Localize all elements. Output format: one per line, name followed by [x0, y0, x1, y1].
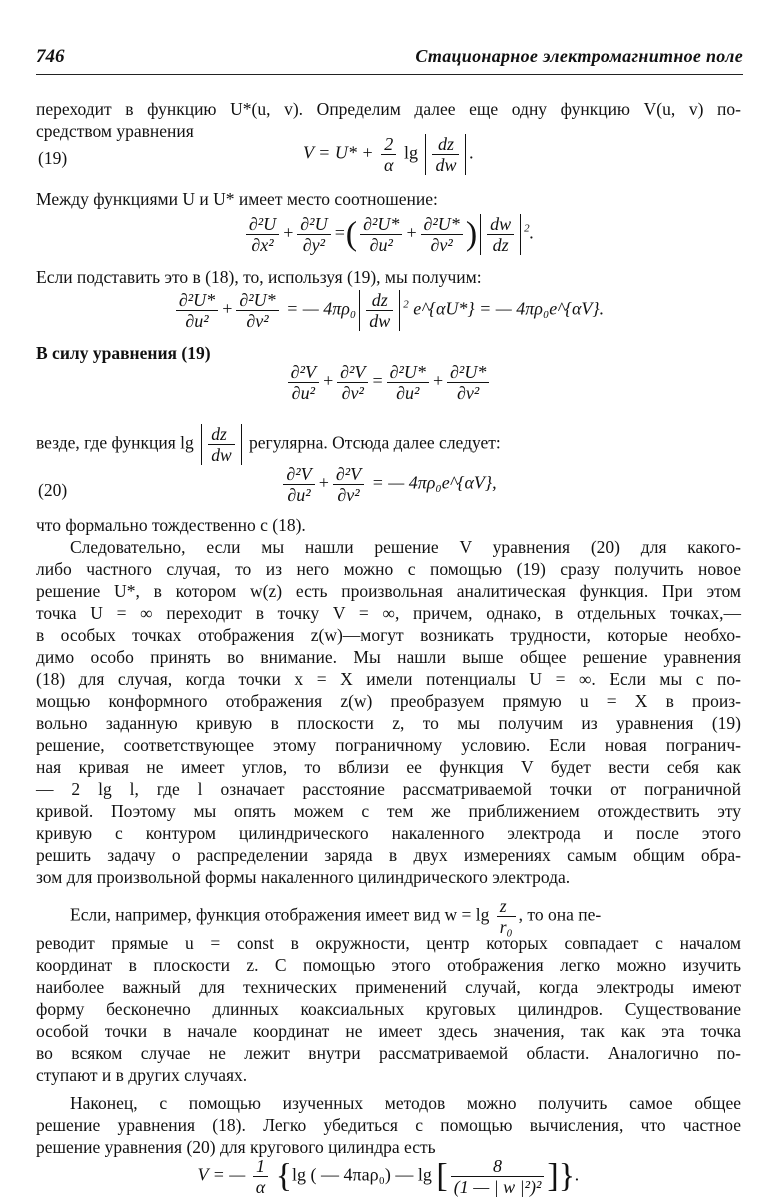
- eq19-dw: dw: [435, 155, 457, 175]
- text-line: зом для произвольной формы накаленного цилиндрического электрода.: [36, 867, 571, 887]
- eq19-den: α: [383, 155, 394, 175]
- sub-dz: dz: [366, 290, 393, 311]
- equation-label-20: (20): [38, 480, 68, 500]
- equation-final: V = — $\frac{1}{\alpha}$ {lg ( — 4πaρ₀) — lg [ $\frac{8}{\text{(1 — | w |²)²}}$ ]}.: [197, 1156, 580, 1197]
- eq19-lg: lg: [403, 142, 418, 163]
- eq19-dz: dz: [432, 134, 459, 155]
- rel-dz: dz: [492, 235, 509, 255]
- fin-mid: lg ( — 4πaρ₀) — lg: [292, 1164, 432, 1185]
- text-line: либо частного случая, то из него можно с помощью (19) сразу получить новое: [36, 559, 741, 579]
- text-line: Между функциями U и U* имеет место соотношение:: [36, 189, 438, 209]
- text-line: ная кривая не имеет углов, то вблизи ее функция V будет вести себя как: [36, 757, 741, 777]
- sub-exp: e^{αU*}: [413, 298, 475, 319]
- eq20-rhs: = — 4πρ₀e^{αV},: [371, 472, 497, 493]
- lg-dw: dw: [211, 445, 232, 465]
- text-line: решение уравнения (20) для кругового цилиндра есть: [36, 1137, 436, 1157]
- text-line: переходит в функцию U*(u, v). Определим далее еще одну функцию V(u, v) по-: [36, 99, 741, 119]
- text-line: решение, соответствующее этому пограничному условию. Если новая погранич-: [36, 735, 741, 755]
- equation-label-19: (19): [38, 148, 68, 168]
- fin-end: .: [575, 1164, 580, 1185]
- cons-b-num: ∂²V: [337, 362, 368, 383]
- fin-num2: 8: [451, 1156, 545, 1177]
- text-line: средством уравнения: [36, 121, 194, 141]
- cons-d-num: ∂²U*: [447, 362, 489, 383]
- sub-tail: = — 4πρ₀e^{αV}.: [479, 298, 605, 319]
- text-line: точка U = ∞ переходит в точку V = ∞, причем, однако, в отдельных точках,—: [36, 603, 741, 623]
- cons-a-num: ∂²V: [288, 362, 319, 383]
- running-title: Стационарное электромагнитное поле: [415, 46, 743, 66]
- eq19-lhs: V = U* +: [303, 142, 374, 163]
- cons-c-num: ∂²U*: [387, 362, 429, 383]
- text-line: вольно заданную кривую в плоскости z, то мы получим из уравнения (19): [36, 713, 741, 733]
- fin-num: 1: [253, 1156, 268, 1177]
- sub-a-den: ∂u²: [185, 311, 209, 331]
- cons-a-den: ∂u²: [291, 383, 315, 403]
- sub-b-den: ∂v²: [246, 311, 269, 331]
- p2-prefix: Если, например, функция отображения имеет вид w = lg: [70, 904, 490, 925]
- rel-c-den: ∂u²: [369, 235, 393, 255]
- rel-d-num: ∂²U*: [421, 214, 463, 235]
- text-line: Если подставить это в (18), то, используя (19), мы получим:: [36, 267, 482, 287]
- fin-lhs: V = —: [197, 1164, 246, 1185]
- fin-den2: (1 — | w |²)²: [453, 1177, 542, 1197]
- rel-d-den: ∂v²: [430, 235, 453, 255]
- page-header: [36, 44, 743, 75]
- sub-a-num: ∂²U*: [176, 290, 218, 311]
- eq20-a-num: ∂²V: [283, 464, 314, 485]
- w-num: z: [497, 896, 516, 917]
- text-lg-suffix: регулярна. Отсюда далее следует:: [249, 432, 501, 453]
- text-line: во всяком случае не лежит внутри рассматриваемой области. Аналогично по-: [36, 1043, 741, 1063]
- eq20-b-den: ∂v²: [337, 485, 360, 505]
- fin-den: α: [255, 1177, 266, 1197]
- eq20-b-num: ∂²V: [333, 464, 364, 485]
- text-line: ступают и в других случаях.: [36, 1065, 248, 1085]
- text-line: что формально тождественно с (18).: [36, 515, 306, 535]
- text-line: кривую с контуром цилиндрического накаленного электрода и после этого: [36, 823, 741, 843]
- text-line: решение U*, в котором w(z) есть произвольная аналитическая функция. При этом: [36, 581, 741, 601]
- text-line: форму бесконечно длинных коаксиальных круговых цилиндров. Существование: [36, 999, 741, 1019]
- text-line-w: [70, 896, 741, 937]
- text-line: в особых точках отображения z(w)—могут возникать трудности, которые необхо-: [36, 625, 741, 645]
- text-line: димо особо принять во внимание. Мы нашли выше общее решение уравнения: [36, 647, 741, 667]
- page-number: 746: [36, 46, 65, 67]
- text-line: Наконец, с помощью изученных методов можно получить самое общее: [70, 1093, 741, 1113]
- equation-19: V = U* + $\frac{2}{\alpha}$ lg $\frac{dz}{dw}$ .: [303, 134, 474, 175]
- rel-c-num: ∂²U*: [360, 214, 402, 235]
- text-line: решение уравнения (18). Легко убедиться с помощью вычисления, что частное: [36, 1115, 741, 1135]
- eq19-num: 2: [381, 134, 396, 155]
- text-line: особой точки в начале координат не имеет здесь значения, так как эта точка: [36, 1021, 741, 1041]
- rel-a-den: ∂x²: [251, 235, 274, 255]
- text-line: (18) для случая, когда точки x = X имели потенциалы U = ∞. Если мы с по-: [36, 669, 741, 689]
- text-line: В силу уравнения (19): [36, 343, 211, 363]
- cons-b-den: ∂v²: [341, 383, 364, 403]
- text-line: — 2 lg l, где l означает расстояние рассматриваемой точки от пограничной: [36, 779, 741, 799]
- text-line: решить задачу о распределении заряда в двух измерениях самым общим обра-: [36, 845, 741, 865]
- eq19-fraction: [381, 134, 396, 175]
- text-line: мощью конформного отображения z(w) преобразуем прямую u = X в произ-: [36, 691, 741, 711]
- p2-suffix: , то она пе-: [518, 904, 602, 925]
- eq20-a-den: ∂u²: [287, 485, 311, 505]
- text-line-lg: [36, 424, 741, 465]
- sub-b-num: ∂²U*: [236, 290, 278, 311]
- rel-b-num: ∂²U: [297, 214, 330, 235]
- text-line: реводит прямые u = const в окружности, центр которых совпадает с началом: [36, 933, 741, 953]
- text-line: Следовательно, если мы нашли решение V уравнения (20) для какого-: [70, 537, 741, 557]
- equation-substitution: $\frac{\text{∂²U*}}{\text{∂u²}}$ + $\frac{\text{∂²U*}}{\text{∂v²}}$ = — 4πρ₀ $\frac{dz}{dw}$ $^2$ e^{αU*} = — 4πρ₀e^{αV}.: [0, 290, 777, 331]
- sub-mid: = — 4πρ₀: [286, 298, 357, 319]
- lg-dz: dz: [208, 424, 234, 445]
- text-line: наиболее важный для технических применений случай, когда электроды имеют: [36, 977, 741, 997]
- text-line: кривой. Поэтому мы опять можем с тем же приближением отождествить эту: [36, 801, 741, 821]
- equation-relation: $\frac{\text{∂²U}}{\text{∂x²}}$ + $\frac{\text{∂²U}}{\text{∂y²}}$ =( $\frac{\text{∂²U*}}{\text{∂u²}}$ + $\frac{\text{∂²U*}}{\text{∂v²}}$ ) $\frac{dw}{dz}$ $^2$.: [0, 214, 777, 255]
- cons-d-den: ∂v²: [457, 383, 480, 403]
- text-lg-prefix: везде, где функция lg: [36, 432, 194, 453]
- rel-dw: dw: [487, 214, 514, 235]
- equation-20: $\frac{\text{∂²V}}{\text{∂u²}}$ + $\frac{\text{∂²V}}{\text{∂v²}}$ = — 4πρ₀e^{αV},: [0, 464, 777, 505]
- text-line: координат в плоскости z. С помощью этого отображения легко можно изучить: [36, 955, 741, 975]
- cons-c-den: ∂u²: [396, 383, 420, 403]
- sub-dw: dw: [369, 311, 391, 331]
- rel-b-den: ∂y²: [302, 235, 326, 255]
- rel-a-num: ∂²U: [246, 214, 279, 235]
- w-den: r₀: [499, 917, 513, 937]
- eq19-abs: [425, 134, 466, 175]
- equation-consequence: $\frac{\text{∂²V}}{\text{∂u²}}$ + $\frac{\text{∂²V}}{\text{∂v²}}$ = $\frac{\text{∂²U*}}{\text{∂u²}}$ + $\frac{\text{∂²U*}}{\text{∂v²}}$: [0, 362, 777, 403]
